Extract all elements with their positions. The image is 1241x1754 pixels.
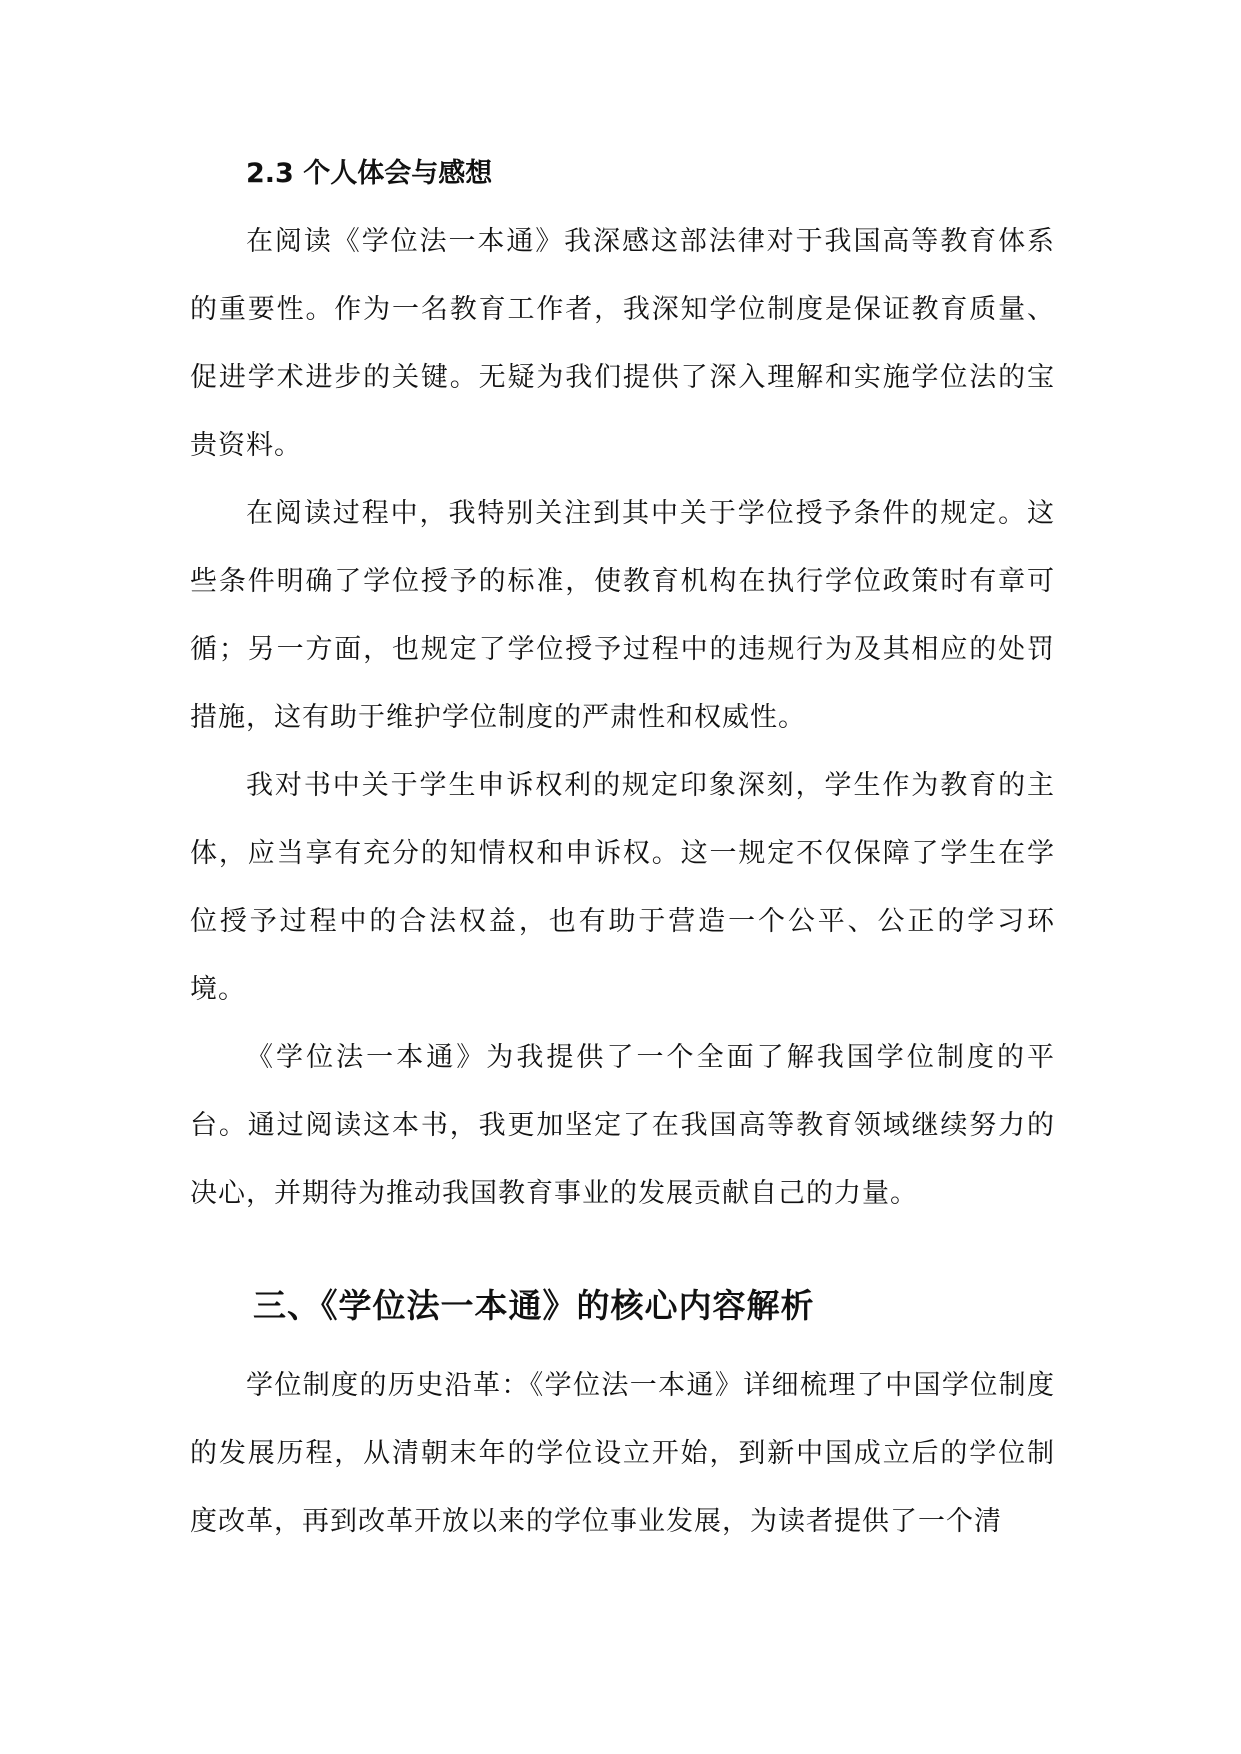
paragraph-conclusion: 《学位法一本通》为我提供了一个全面了解我国学位制度的平台。通过阅读这本书，我更加坚定了在我国高等教育领域继续努力的决心，并期待为推动我国教育事业的发展贡献自己的力量。: [190, 1042, 1055, 1209]
paragraph-reading-impression: 在阅读《学位法一本通》我深感这部法律对于我国高等教育体系的重要性。作为一名教育工作者，我深知学位制度是保证教育质量、促进学术进步的关键。无疑为我们提供了深入理解和实施学位法的宝贵资料。: [190, 226, 1055, 461]
paragraph-student-appeal: 我对书中关于学生申诉权利的规定印象深刻，学生作为教育的主体，应当享有充分的知情权和申诉权。这一规定不仅保障了学生在学位授予过程中的合法权益，也有助于营造一个公平、公正的学习环境。: [190, 770, 1055, 1005]
page-content: [190, 140, 1055, 1556]
chapter-heading: 三、《学位法一本通》的核心内容解析: [253, 1286, 815, 1325]
paragraph-history: 学位制度的历史沿革：《学位法一本通》详细梳理了中国学位制度的发展历程，从清朝末年的学位设立开始，到新中国成立后的学位制度改革，再到改革开放以来的学位事业发展，为读者提供了一个清: [190, 1370, 1055, 1537]
paragraph-degree-conditions: 在阅读过程中，我特别关注到其中关于学位授予条件的规定。这些条件明确了学位授予的标准，使教育机构在执行学位政策时有章可循；另一方面，也规定了学位授予过程中的违规行为及其相应的处罚措施，这有助于维护学位制度的严肃性和权威性。: [190, 498, 1055, 733]
section-heading: 2.3 个人体会与感想: [246, 158, 493, 189]
